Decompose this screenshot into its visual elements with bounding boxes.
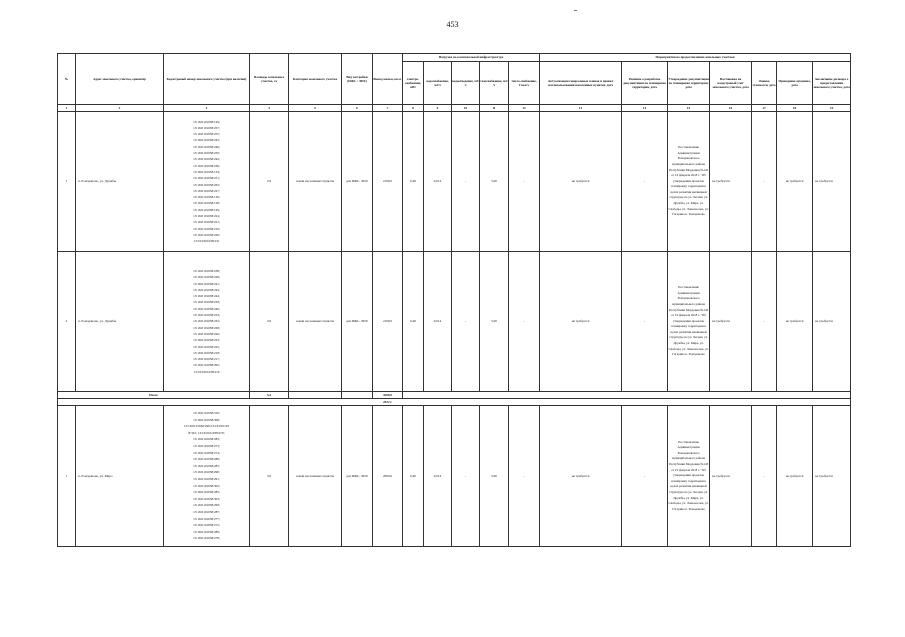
row-output: 2100,0 bbox=[373, 112, 403, 252]
column-number: 3 bbox=[164, 105, 250, 112]
header-water: водоснабжение, м3/ч bbox=[424, 62, 452, 105]
row-approval: Постановление Администрации Ромодановского муниципального района Республики Мордовия №143 от 19 февраля 2018 г. "Об утверждении проектов планировку территории в целях развития жилищной структуры по ул. Лесная, ул. Дружбы, ул. Мира, ул. Свободы, ул. Ломоносова, ул. Гагарина п. Ромодановo bbox=[668, 406, 710, 547]
row-valuation: - bbox=[752, 406, 777, 547]
column-number-row bbox=[58, 105, 851, 112]
column-number: 5 bbox=[289, 105, 342, 112]
row-gas: 5,00 bbox=[480, 112, 509, 252]
row-valuation: - bbox=[752, 112, 777, 252]
header-build-type: Вид застройки (ИЖС / ЛПХ) bbox=[342, 54, 373, 105]
header-area: Площадь земельного участка, га bbox=[250, 54, 289, 105]
table-row bbox=[58, 252, 851, 392]
row-decision: - bbox=[622, 406, 668, 547]
row-contract: не требуется bbox=[813, 406, 851, 547]
header-address: Адрес земельного участка, ориентир bbox=[76, 54, 164, 105]
row-address: п. Ромодановo, ул. Дружбы bbox=[76, 252, 164, 392]
row-heat: - bbox=[509, 406, 540, 547]
column-number: 10 bbox=[452, 105, 480, 112]
year-label: 2022 г. bbox=[58, 399, 851, 406]
column-number: 1 bbox=[58, 105, 76, 112]
column-number: 16 bbox=[710, 105, 752, 112]
header-valuation: Оценка стоимости, дата bbox=[752, 62, 777, 105]
row-registration: не требуется bbox=[710, 112, 752, 252]
total-label: Итого bbox=[58, 392, 250, 399]
land-plots-table-wrapper bbox=[57, 53, 850, 547]
row-area: 2,6 bbox=[250, 252, 289, 392]
row-approval: Постановление Администрации Ромодановского муниципального района Республики Мордовия №143 от 19 февраля 2018 г. "Об утверждении проектов планировку территории в целях развития жилищной структуры по ул. Лесная, ул. Дружбы, ул. Мира, ул. Свободы, ул. Ломоносова, ул. Гагарина п. Ромодановo bbox=[668, 252, 710, 392]
total-empty bbox=[342, 392, 373, 399]
scan-mark bbox=[574, 10, 577, 11]
row-plans: не требуется bbox=[540, 406, 622, 547]
row-registration: не требуется bbox=[710, 252, 752, 392]
row-auction: не требуется bbox=[777, 406, 813, 547]
row-contract: не требуется bbox=[813, 112, 851, 252]
land-plots-table bbox=[57, 53, 851, 547]
column-number: 12 bbox=[509, 105, 540, 112]
column-number: 13 bbox=[540, 105, 622, 112]
column-number: 11 bbox=[480, 105, 509, 112]
row-water: 0,014 bbox=[424, 406, 452, 547]
header-drain: водоотведение, м3/ч bbox=[452, 62, 480, 105]
header-electric: электро-снабжение, кВт bbox=[403, 62, 424, 105]
row-registration: не требуется bbox=[710, 406, 752, 547]
header-decision: Решение о разработке документации по планировке территории, дата bbox=[622, 62, 668, 105]
row-area: 2,9 bbox=[250, 112, 289, 252]
row-gas: 5,00 bbox=[480, 406, 509, 547]
row-decision: - bbox=[622, 112, 668, 252]
row-valuation: - bbox=[752, 252, 777, 392]
row-water: 0,014 bbox=[424, 112, 452, 252]
column-number: 4 bbox=[250, 105, 289, 112]
row-approval: Постановление Администрации Ромодановского муниципального района Республики Мордовия №143 от 19 февраля 2018 г. "Об утверждении проектов планировку территории в целях развития жилищной структуры по ул. Лесная, ул. Дружбы, ул. Мира, ул. Свободы, ул. Ломоносова, ул. Гагарина п. Ромодановo bbox=[668, 112, 710, 252]
page-number: 453 bbox=[446, 20, 459, 29]
row-plans: не требуется bbox=[540, 112, 622, 252]
year-row bbox=[58, 399, 851, 406]
row-electric: 0,40 bbox=[403, 406, 424, 547]
row-heat: - bbox=[509, 112, 540, 252]
row-gas: 5,00 bbox=[480, 252, 509, 392]
header-measures-group: Мероприятия по предоставлению земельных участков bbox=[540, 54, 851, 62]
row-water: 0,014 bbox=[424, 252, 452, 392]
row-plans: не требуется bbox=[540, 252, 622, 392]
table-row bbox=[58, 112, 851, 252]
row-contract: не требуется bbox=[813, 252, 851, 392]
column-number: 19 bbox=[813, 105, 851, 112]
row-cadastral: 13:16:0101038:310; 13:16:0101038:308; 13:16:0101038:296;13:16:010103 8:301; 13:16:0101038:279; 13:16:0101038:283; 13:16:0101038:273; 13:16:0101038:274; 13:16:0101038:280; 13:16:0101038:281; 13:16:0101038:290; 13:16:0101038:291; 13:16:0101038:302; 13:16:0101038:285; 13:16:0101038:303; 13:16:0101038:299; 13:16:0101038:287; 13:16:0101038:277; 13:16:0101038:272; 13:16:0101038:289; 13:16:0101038:278; bbox=[164, 406, 250, 547]
row-decision: - bbox=[622, 252, 668, 392]
total-empty bbox=[403, 392, 851, 399]
column-number: 9 bbox=[424, 105, 452, 112]
header-gas: газоснабжение, м3/ч bbox=[480, 62, 509, 105]
header-no: № bbox=[58, 54, 76, 105]
header-category: Категория земельного участка bbox=[289, 54, 342, 105]
row-auction: не требуется bbox=[777, 252, 813, 392]
row-address: п. Ромодановo, ул. Дружбы bbox=[76, 112, 164, 252]
column-number: 17 bbox=[752, 105, 777, 112]
row-output: 2000,0 bbox=[373, 406, 403, 547]
row-no: 1 bbox=[58, 406, 76, 547]
row-output: 2100,0 bbox=[373, 252, 403, 392]
total-row bbox=[58, 392, 851, 399]
row-cadastral: 13:16:0101038:238; 13:16:0101038:228; 13:16:0101038:241; 13:16:0101038:243; 13:16:0101038:244; 13:16:0101038:239; 13:16:0101038:240; 13:16:0101038:234; 13:16:0101038:232; 13:16:0101038:228; 13:16:0101038:226; 13:16:0101038:223; 13:16:0101038:222; 13:16:0101038:218; 13:16:0101038:217; 13:16:0101038:295; 13:16:0101038:216 bbox=[164, 252, 250, 392]
row-drain: - bbox=[452, 112, 480, 252]
header-auction: Проведение аукциона, дата bbox=[777, 62, 813, 105]
row-build-type: для ИЖС, ЛПХ bbox=[342, 252, 373, 392]
row-category: земли населенных пунктов bbox=[289, 406, 342, 547]
row-drain: - bbox=[452, 406, 480, 547]
total-area: 5,4 bbox=[250, 392, 289, 399]
row-build-type: для ИЖС, ЛПХ bbox=[342, 406, 373, 547]
header-plans: Актуализация генеральных планов и правил землепользования населенных пунктов, дата bbox=[540, 62, 622, 105]
row-electric: 0,40 bbox=[403, 252, 424, 392]
column-number: 8 bbox=[403, 105, 424, 112]
row-auction: не требуется bbox=[777, 112, 813, 252]
column-number: 15 bbox=[668, 105, 710, 112]
header-load-group: Нагрузка по коммунальной инфраструктуре bbox=[403, 54, 540, 62]
row-heat: - bbox=[509, 252, 540, 392]
row-cadastral: 13:16:0101038:129; 13:16:0101038:257; 13:16:0101038:255; 13:16:0101038:245; 13:16:0101038:246; 13:16:0101038:250; 13:16:0101038:242; 13:16:0101038:236; 13:16:0101038:134; 13:16:0101038:251; 13:16:0101038:263; 13:16:0101038:227; 13:16:0101038:130; 13:16:0101038:128; 13:16:0101038:129; 13:16:0101038:224; 13:16:0101038:221; 13:16:0101038:219; 13:16:0101038:220; 13:16:0101038:231 bbox=[164, 112, 250, 252]
header-heat: тепло-снабжение, Гкал/ч bbox=[509, 62, 540, 105]
header-contract: Заключение договора о предоставлении земельного участка, дата bbox=[813, 62, 851, 105]
row-category: земли населенных пунктов bbox=[289, 112, 342, 252]
row-electric: 0,40 bbox=[403, 112, 424, 252]
table-row bbox=[58, 406, 851, 547]
column-number: 14 bbox=[622, 105, 668, 112]
column-number: 6 bbox=[342, 105, 373, 112]
header-cadastral: Кадастровый номер земельного участка (при наличии) bbox=[164, 54, 250, 105]
total-empty bbox=[289, 392, 342, 399]
total-output: 4200,0 bbox=[373, 392, 403, 399]
row-build-type: для ИЖС, ЛПХ bbox=[342, 112, 373, 252]
column-number: 2 bbox=[76, 105, 164, 112]
header-registration: Постановка на кадастровый учет земельного участка, дата bbox=[710, 62, 752, 105]
row-no: 1 bbox=[58, 112, 76, 252]
header-approval: Утверждение документации по планировке территории, дата bbox=[668, 62, 710, 105]
row-area: 3,0 bbox=[250, 406, 289, 547]
column-number: 7 bbox=[373, 105, 403, 112]
row-address: п. Ромодановo, ул. Мира bbox=[76, 406, 164, 547]
header-output: Выход жилья, кв.м. bbox=[373, 54, 403, 105]
row-drain: - bbox=[452, 252, 480, 392]
row-category: земли населенных пунктов bbox=[289, 252, 342, 392]
column-number: 18 bbox=[777, 105, 813, 112]
row-no: 2 bbox=[58, 252, 76, 392]
